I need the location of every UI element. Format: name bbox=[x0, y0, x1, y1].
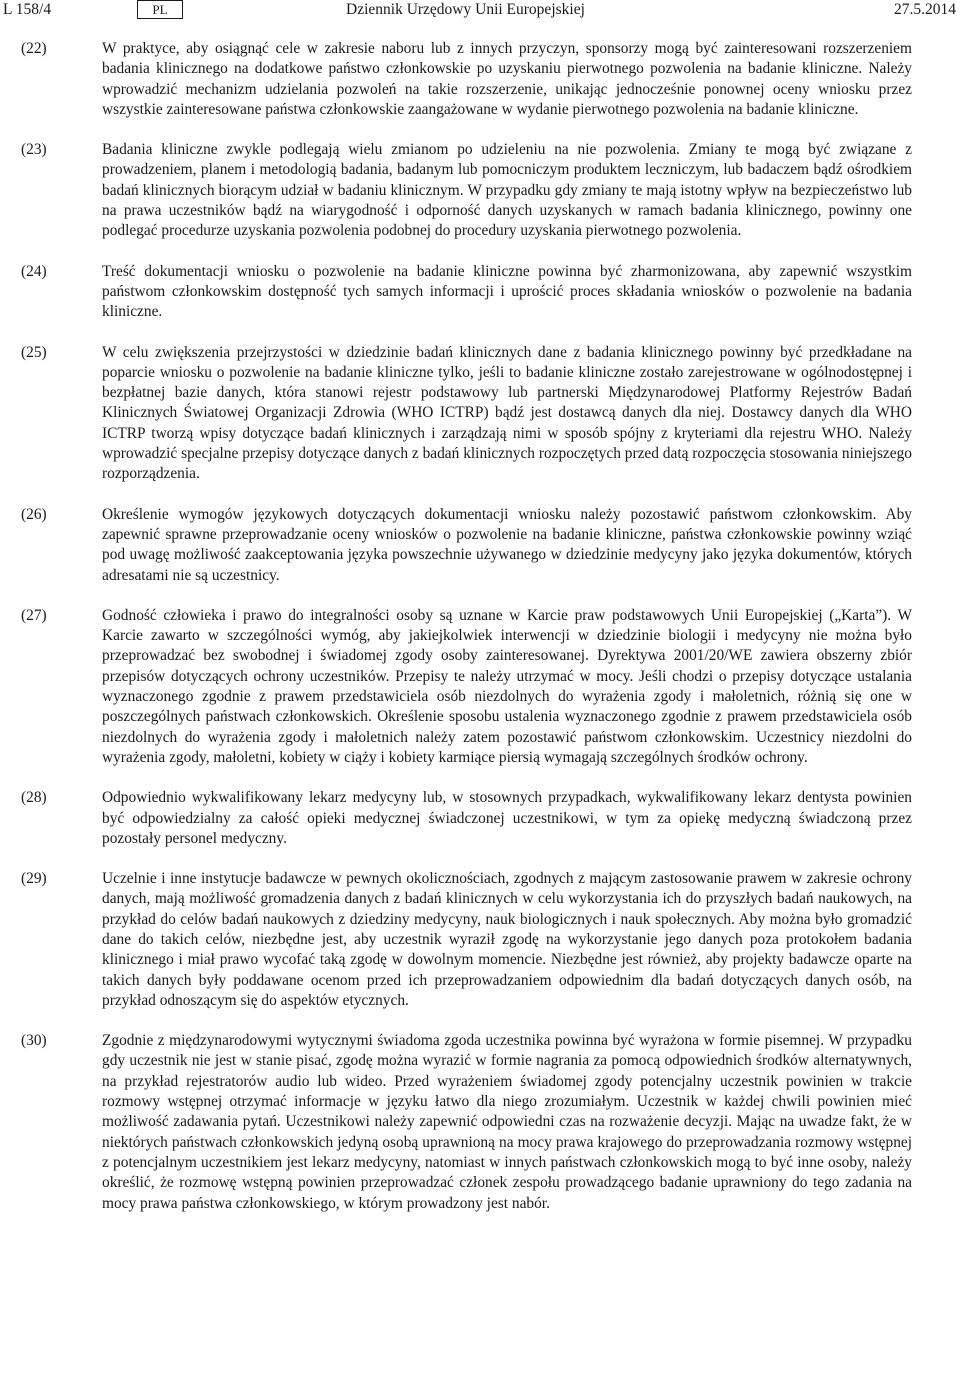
recital-text: Treść dokumentacji wniosku o pozwolenie na badanie kliniczne powinna być zharmonizowana, aby zapewnić wszystkim państwom członkowskim dostępność tych samych informacji i uprościć proces składania wniosków o pozwolenie na badania kliniczne. bbox=[102, 262, 912, 321]
recital-27 bbox=[0, 606, 960, 768]
recital-text: Zgodnie z międzynarodowymi wytycznymi świadoma zgoda uczestnika powinna być wyrażona w formie pisemnej. W przypadku gdy uczestnik nie jest w stanie pisać, zgodę można wyrazić w formie nagrania za pomocą odpowiednich środków alternatywnych, na przykład rejestratorów audio lub wideo. Przed wyrażeniem świadomej zgody potencjalny uczestnik powinien w trakcie rozmowy wstępnej otrzymać informacje w języku łatwo dla niego zrozumiałym. Uczestnik w każdej chwili powinien mieć możliwość zadawania pytań. Uczestnikowi należy zapewnić odpowiedni czas na rozważenie decyzji. Mając na uwadze fakt, że w niektórych państwach członkowskich jedyną osobą uprawnioną na mocy prawa krajowego do przeprowadzania rozmowy wstępnej z potencjalnym uczestnikiem jest lekarz medycyny, natomiast w innych państwach członkowskich mogą to być inne osoby, należy określić, że rozmowę wstępną powinien przeprowadzać członek zespołu prowadzącego badanie uprawniony do tego zadania na mocy prawa państwa członkowskiego, w którym prowadzony jest nabór. bbox=[102, 1032, 912, 1212]
recital-number: (25) bbox=[21, 343, 47, 361]
journal-title: Dziennik Urzędowy Unii Europejskiej bbox=[346, 1, 585, 18]
recital-text: Godność człowieka i prawo do integralności osoby są uznane w Karcie praw podstawowych Unii Europejskiej („Karta”). W Karcie zawarto w szczególności wymóg, aby jakiejkolwiek interwencji w dziedzinie biologii i medycyny nie można było przeprowadzać bez swobodnej i świadomej zgody osoby zainteresowanej. Dyrektywa 2001/20/WE zawiera obszerny zbiór przepisów dotyczących ochrony uczestników. Przepisy te należy utrzymać w mocy. Jeśli chodzi o przepisy dotyczące ustalania wyznaczonego zgodnie z prawem przedstawiciela osób niezdolnych do wyrażenia zgody i małoletnich, różnią się one w poszczególnych państwach członkowskich. Określenie sposobu ustalenia wyznaczonego zgodnie z prawem przedstawiciela osób niezdolnych do wyrażenia zgody i małoletnich należy zatem pozostawić państwom członkowskim. Uczestnicy niezdolni do wyrażenia zgody, małoletni, kobiety w ciąży i kobiety karmiące piersią wymagają szczególnych środków ochrony. bbox=[102, 606, 912, 766]
recital-text: Określenie wymogów językowych dotyczących dokumentacji wniosku należy pozostawić państwom członkowskim. Aby zapewnić sprawne przeprowadzanie oceny wniosków o pozwolenie na badanie kliniczne, państwa członkowskie powinny wziąć pod uwagę możliwość zaakceptowania języka powszechnie używanego w dziedzinie medycyny jako języka dokumentów, których adresatami nie są uczestnicy. bbox=[102, 505, 912, 584]
recital-number: (29) bbox=[21, 870, 47, 888]
page-reference: L 158/4 bbox=[3, 1, 52, 18]
recital-text: Odpowiednio wykwalifikowany lekarz medycyny lub, w stosownych przypadkach, wykwalifikowany lekarz dentysta powinien być odpowiedzialny za całość opieki medycznej świadczonej uczestnikowi, w tym za opiekę medyczną świadczoną przez pozostały personel medyczny. bbox=[102, 789, 912, 847]
recital-22 bbox=[0, 39, 960, 120]
recital-29 bbox=[0, 869, 960, 1011]
recital-23 bbox=[0, 140, 960, 241]
language-badge: PL bbox=[137, 0, 183, 19]
recital-26 bbox=[0, 505, 960, 586]
document-body bbox=[0, 39, 960, 1234]
recital-number: (27) bbox=[21, 606, 47, 624]
recital-text: Uczelnie i inne instytucje badawcze w pewnych okolicznościach, zgodnych z mającym zastosowanie prawem w zakresie ochrony danych, mają możliwość gromadzenia danych z badań klinicznych w celu wykorzystania ich do przyszłych badań naukowych, na przykład do celów badań naukowych z dziedziny medycyny, nauk biologicznych i nauk społecznych. Aby można było gromadzić dane do takich celów, niezbędne jest, aby uczestnik wyraził zgodę na wykorzystanie jego danych poza protokołem badania klinicznego i miał prawo wycofać taką zgodę w dowolnym momencie. Niezbędne jest również, aby projekty badawcze oparte na takich danych były poddawane ocenom przed ich przeprowadzaniem odpowiednim dla badań dotyczących danych osób, na przykład odnoszącym się do aspektów etycznych. bbox=[102, 870, 912, 1009]
recital-25 bbox=[0, 343, 960, 485]
page-header bbox=[0, 0, 960, 22]
recital-number: (26) bbox=[21, 505, 47, 523]
recital-text: Badania kliniczne zwykle podlegają wielu zmianom po udzieleniu na nie pozwolenia. Zmiany te mogą być związane z prowadzeniem, planem i metodologią badania, badanym lub pomocniczym produktem leczniczym, lub badaczem bądź ośrodkiem badań klinicznych biorącym udział w badaniu klinicznym. W przypadku gdy zmiany te mają istotny wpływ na bezpieczeństwo lub na prawa uczestników bądź na wiarygodność i odporność danych uzyskanych w ramach badania klinicznego, powinny one podlegać procedurze uzyskania pozwolenia podobnej do procedury uzyskania pierwotnego pozwolenia. bbox=[102, 141, 912, 240]
recital-number: (30) bbox=[21, 1032, 47, 1050]
recital-number: (24) bbox=[21, 262, 47, 280]
recital-number: (22) bbox=[21, 40, 47, 57]
recital-24 bbox=[0, 262, 960, 323]
recital-text: W praktyce, aby osiągnąć cele w zakresie naboru lub z innych przyczyn, sponsorzy mogą być zainteresowani rozszerzeniem badania klinicznego na dodatkowe państwo członkowskie po uzyskaniu pierwotnego pozwolenia na badanie kliniczne. Należy wprowadzić mechanizm udzielania pozwoleń na takie rozszerzenie, unikając jednocześnie ponownej oceny wniosku przez wszystkie zainteresowane państwa członkowskie zaangażowane w wydanie pierwotnego pozwolenia na badanie kliniczne. bbox=[102, 40, 912, 118]
recital-number: (23) bbox=[21, 141, 47, 159]
recital-text: W celu zwiększenia przejrzystości w dziedzinie badań klinicznych dane z badania klinicznego powinny być przedkładane na poparcie wniosku o pozwolenie na badanie kliniczne tylko, jeśli to badanie kliniczne zostało zarejestrowane w ogólnodostępnej i bezpłatnej bazie danych, która stanowi rejestr podstawowy lub partnerski Międzynarodowej Platformy Rejestrów Badań Klinicznych Światowej Organizacji Zdrowia (WHO ICTRP) bądź jest dostawcą danych dla niej. Dostawcy danych dla WHO ICTRP tworzą wpisy dotyczące badań klinicznych i zarządzają nimi w sposób spójny z kryteriami dla rejestru WHO. Należy wprowadzić specjalne przepisy dotyczące danych z badań klinicznych rozpoczętych przed datą rozpoczęcia stosowania niniejszego rozporządzenia. bbox=[102, 343, 912, 483]
recital-number: (28) bbox=[21, 789, 47, 807]
recital-28 bbox=[0, 788, 960, 849]
recital-30 bbox=[0, 1031, 960, 1214]
publication-date: 27.5.2014 bbox=[894, 1, 956, 18]
